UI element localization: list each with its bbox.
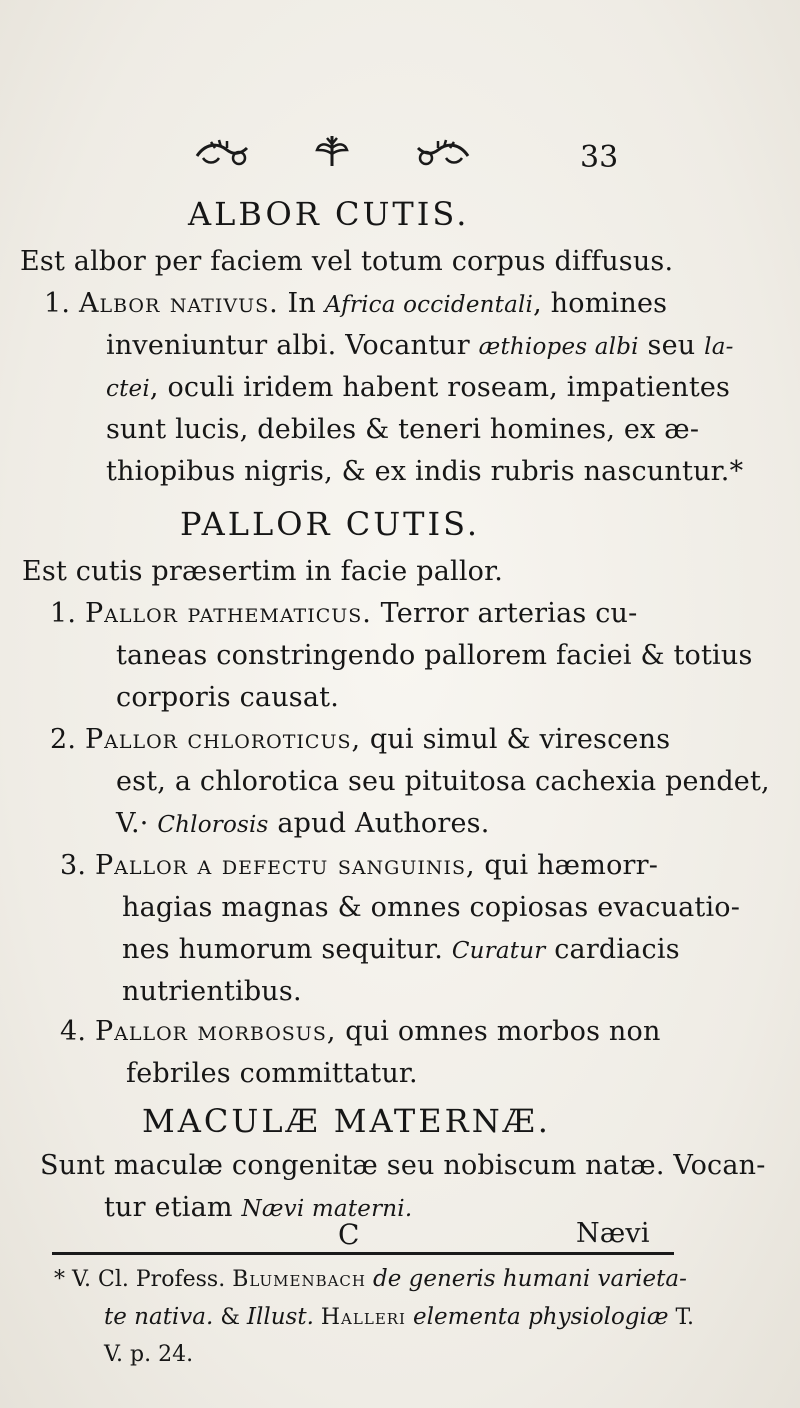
fleuron-left-icon xyxy=(193,134,255,170)
entry-number: 4. xyxy=(60,1016,87,1047)
footnote-mark: * xyxy=(54,1267,65,1292)
entry-line xyxy=(106,330,734,361)
catchword: Nævi xyxy=(576,1218,650,1249)
footnote-line xyxy=(54,1266,687,1292)
entry-number: 1. xyxy=(50,598,77,629)
definition-albor: Est albor per faciem vel totum corpus diffusus. xyxy=(20,246,674,277)
footnote-italic: te nativa. xyxy=(104,1304,214,1330)
footnote-italic: de generis humani varieta- xyxy=(372,1266,687,1292)
entry-text: seu xyxy=(647,330,696,361)
entry-line xyxy=(106,372,730,403)
entry-line: corporis causat. xyxy=(116,682,339,713)
entry-text: , homines xyxy=(533,288,668,319)
entry-text: qui hæmorr- xyxy=(484,850,659,881)
entry-text: cardiacis xyxy=(554,934,680,965)
footnote-italic: Illust. xyxy=(246,1304,314,1330)
entry-text: qui omnes morbos non xyxy=(345,1016,661,1047)
fleuron-center-icon xyxy=(313,132,351,170)
entry-text: Terror arterias cu- xyxy=(380,598,638,629)
entry-italic: Nævi materni. xyxy=(241,1196,413,1222)
entry-text: V.· xyxy=(116,808,149,839)
entry-name: Pallor morbosus, xyxy=(94,1016,337,1047)
signature-mark: C xyxy=(338,1218,360,1251)
entry-text: qui simul & virescens xyxy=(369,724,671,755)
entry-italic: Africa occidentali xyxy=(324,292,534,318)
entry-name: Pallor pathematicus. xyxy=(84,598,372,629)
entry-pallor-morbosus xyxy=(60,1016,661,1047)
section-heading-pallor: PALLOR CUTIS. xyxy=(180,505,481,543)
footnote-line xyxy=(104,1304,694,1330)
entry-line: est, a chlorotica seu pituitosa cachexia pendet, xyxy=(116,766,770,797)
section-heading-maculae: MACULÆ MATERNÆ. xyxy=(142,1102,551,1140)
entry-italic: Curatur xyxy=(451,938,546,964)
entry-line xyxy=(116,808,490,839)
entry-name: Pallor a defectu sanguinis, xyxy=(94,850,476,881)
entry-name: Pallor chloroticus, xyxy=(84,724,362,755)
page-number: 33 xyxy=(580,140,619,175)
entry-text: apud Authores. xyxy=(277,808,490,839)
entry-line: nutrientibus. xyxy=(122,976,302,1007)
entry-line: taneas constringendo pallorem faciei & totius xyxy=(116,640,753,671)
entry-line xyxy=(122,934,680,965)
fleuron-right-icon xyxy=(410,134,472,170)
entry-italic: ctei xyxy=(106,376,150,402)
entry-line xyxy=(104,1192,412,1223)
entry-albor-nativus xyxy=(44,288,667,319)
entry-number: 1. xyxy=(44,288,71,319)
entry-text: , oculi iridem habent roseam, impatientes xyxy=(149,372,731,403)
footnote-author: Blumenbach xyxy=(232,1267,366,1292)
footnote-italic: elementa physiologiæ xyxy=(412,1304,669,1330)
footnote-rule xyxy=(52,1252,674,1255)
entry-italic: Chlorosis xyxy=(157,812,269,838)
entry-text: nes humorum sequitur. xyxy=(122,934,444,965)
entry-pallor-chloroticus xyxy=(50,724,670,755)
entry-text: tur etiam xyxy=(104,1192,233,1223)
entry-italic: la- xyxy=(704,334,734,360)
entry-italic: æthiopes albi xyxy=(478,334,639,360)
entry-line: febriles committatur. xyxy=(126,1058,418,1089)
entry-line: thiopibus nigris, & ex indis rubris nascuntur.* xyxy=(106,456,744,487)
entry-number: 3. xyxy=(60,850,87,881)
definition-maculae: Sunt maculæ congenitæ seu nobiscum natæ. Vocan- xyxy=(40,1150,766,1181)
entry-line: sunt lucis, debiles & teneri homines, ex æ- xyxy=(106,414,700,445)
entry-line: hagias magnas & omnes copiosas evacuatio- xyxy=(122,892,741,923)
entry-number: 2. xyxy=(50,724,77,755)
entry-text: inveniuntur albi. Vocantur xyxy=(106,330,470,361)
footnote-author: Halleri xyxy=(320,1305,406,1330)
entry-name: Albor nativus. xyxy=(78,288,279,319)
section-heading-albor: ALBOR CUTIS. xyxy=(188,195,470,233)
footnote-text: V. Cl. Profess. xyxy=(72,1267,226,1292)
definition-pallor: Est cutis præsertim in facie pallor. xyxy=(22,556,504,587)
footnote-text: T. xyxy=(675,1305,694,1330)
footnote-line: V. p. 24. xyxy=(104,1342,194,1367)
footnote-text: & xyxy=(220,1305,240,1330)
entry-pallor-pathematicus xyxy=(50,598,637,629)
entry-text: In xyxy=(287,288,316,319)
entry-pallor-defectu xyxy=(60,850,658,881)
